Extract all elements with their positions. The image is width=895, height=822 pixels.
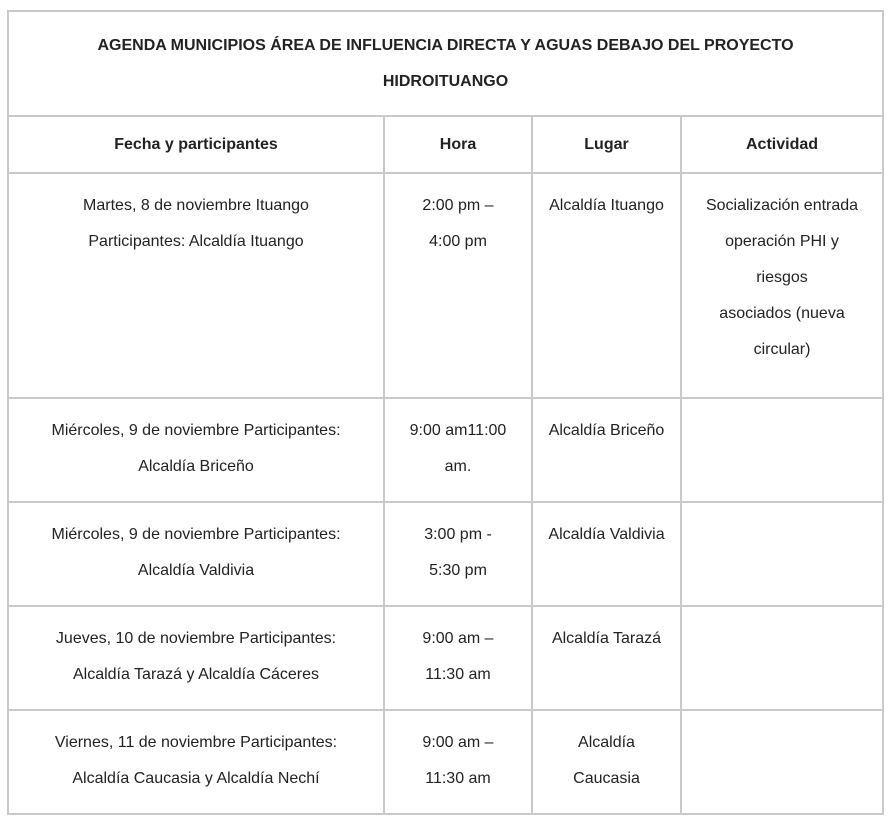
cell-actividad [681,502,883,606]
cell-lugar [532,398,681,502]
header-fecha: Fecha y participantes [8,116,384,173]
cell-line: Miércoles, 9 de noviembre Participantes: [51,526,341,543]
cell-hora [384,173,532,398]
header-hora: Hora [384,116,532,173]
cell-line: Viernes, 11 de noviembre Participantes: [54,734,338,751]
cell-actividad [681,398,883,502]
cell-line: Alcaldía Valdivia [137,562,255,579]
cell-line: 9:00 am11:00 [409,422,507,439]
cell-hora [384,606,532,710]
agenda-table [7,10,884,815]
cell-line: riesgos [756,269,808,286]
cell-lugar [532,173,681,398]
cell-lugar [532,710,681,814]
cell-line: Alcaldía Tarazá y Alcaldía Cáceres [72,666,320,683]
cell-line: Alcaldía Ituango [549,197,664,214]
cell-hora [384,502,532,606]
cell-line: Miércoles, 9 de noviembre Participantes: [51,422,341,439]
cell-actividad [681,606,883,710]
table-row [8,173,883,398]
cell-line: Alcaldía Valdivia [548,526,665,543]
cell-line: 9:00 am – [422,630,494,647]
cell-line: 9:00 am – [422,734,494,751]
header-lugar: Lugar [532,116,681,173]
cell-line: 2:00 pm – [422,197,494,214]
cell-lugar [532,606,681,710]
cell-line: 11:30 am [425,666,491,683]
cell-line: 5:30 pm [429,562,487,579]
cell-line: Caucasia [573,770,640,787]
cell-actividad [681,173,883,398]
cell-line: Alcaldía Caucasia y Alcaldía Nechí [72,770,320,787]
cell-line: 3:00 pm - [424,526,492,543]
cell-line: 4:00 pm [429,233,487,250]
cell-fecha [8,398,384,502]
cell-line: Martes, 8 de noviembre Ituango [83,197,309,214]
cell-fecha [8,173,384,398]
cell-line: Socialización entrada [705,197,859,214]
cell-line: Alcaldía Briceño [138,458,254,475]
cell-hora [384,710,532,814]
header-row [8,116,883,173]
cell-line: Alcaldía [578,734,635,751]
table-title: AGENDA MUNICIPIOS ÁREA DE INFLUENCIA DIRECTA Y AGUAS DEBAJO DEL PROYECTO HIDROITUANGO [8,11,883,116]
table-row [8,710,883,814]
cell-lugar [532,502,681,606]
cell-hora [384,398,532,502]
table-row [8,502,883,606]
title-row [8,11,883,116]
cell-line: Alcaldía Tarazá [551,630,662,647]
cell-line: am. [444,458,472,475]
cell-actividad [681,710,883,814]
agenda-container [7,10,884,815]
cell-line: circular) [753,341,811,358]
cell-line: 11:30 am [425,770,491,787]
cell-line: Participantes: Alcaldía Ituango [88,233,304,250]
header-actividad: Actividad [681,116,883,173]
table-row [8,606,883,710]
cell-line: asociados (nueva [719,305,845,322]
cell-line: Jueves, 10 de noviembre Participantes: [55,630,337,647]
cell-line: Alcaldía Briceño [548,422,665,439]
cell-fecha [8,606,384,710]
cell-fecha [8,710,384,814]
cell-line: operación PHI y [725,233,839,250]
cell-fecha [8,502,384,606]
table-row [8,398,883,502]
